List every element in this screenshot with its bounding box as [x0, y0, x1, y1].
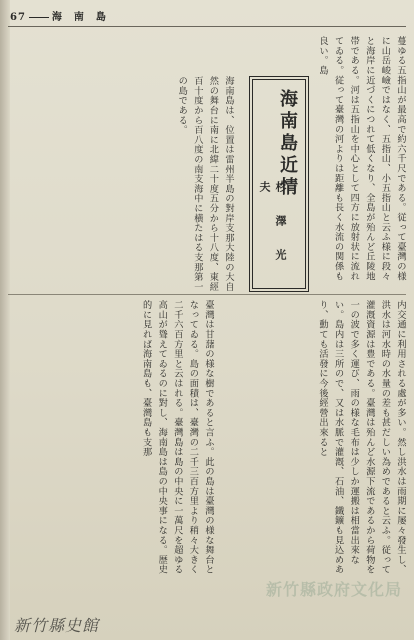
- running-header: [10, 8, 107, 23]
- page-number: 67: [10, 12, 26, 23]
- middle-rule: [8, 294, 406, 295]
- section-title: 海 南 島: [51, 12, 107, 23]
- title-box: [249, 76, 309, 292]
- article-author: 杉 澤 光 夫: [258, 181, 287, 283]
- header-dash: [29, 17, 49, 18]
- text-column-bottom-right: 内交通に利用される處が多い。然し洪水は雨期に屡々發生し、洪水は河水時の水量の差も甚だしい為めであると云ふ。従って灌漑資源は豊である。臺灣は殆んど水源下流であるから荷物を一の波で多く運び、雨の様な毛布は少しか運搬は相當出來ない。島内は三所ので、又は水脈で灌漑、石油、鐵鑛も見込めあり、動ても活發に今後經營出來ると: [317, 300, 406, 575]
- text-column-top-middle: 海南島は、位置は雷州半島の對岸支那大陸の大自然の舞台に南に北緯二十度五分から十八度、東經百十度から百八度の南支海中に横たはる支那第一の島である。: [176, 76, 234, 292]
- text-column-bottom-left: 臺灣は甘藷の様な樹であると言ふ。此の島は臺灣の様な舞台となってゐる。島の面積は、臺灣の二千三百方里より稍々大きく二千六百方里と云はれる。臺灣島は島の中央に一萬尺を超ゆる高山が聳えてゐるのに對し、海南島は島の中央事になる。歴史的に見れば海南島も、臺灣島も支那: [140, 300, 214, 575]
- article-title: 海南島近情: [277, 89, 298, 199]
- library-stamp-left: 新竹縣史館: [14, 616, 100, 635]
- text-column-top-right: 蔓ゆる五指山が最高で約六千尺である。従って臺灣の様に山岳峻嶮ではなく、五指山、小五指山と云ふ様に段々と海岸に近づくにつれて低くなり、全島が殆んど丘陵地帯である。河は五指山を中心として四方に放射状に流れてゐる。従って臺灣の河よりは距離も長く水流の関係も良い。島: [317, 36, 406, 281]
- header-rule: [8, 26, 406, 27]
- page-binding-edge: [0, 0, 10, 640]
- library-stamp-right: 新竹縣政府文化局: [265, 580, 402, 599]
